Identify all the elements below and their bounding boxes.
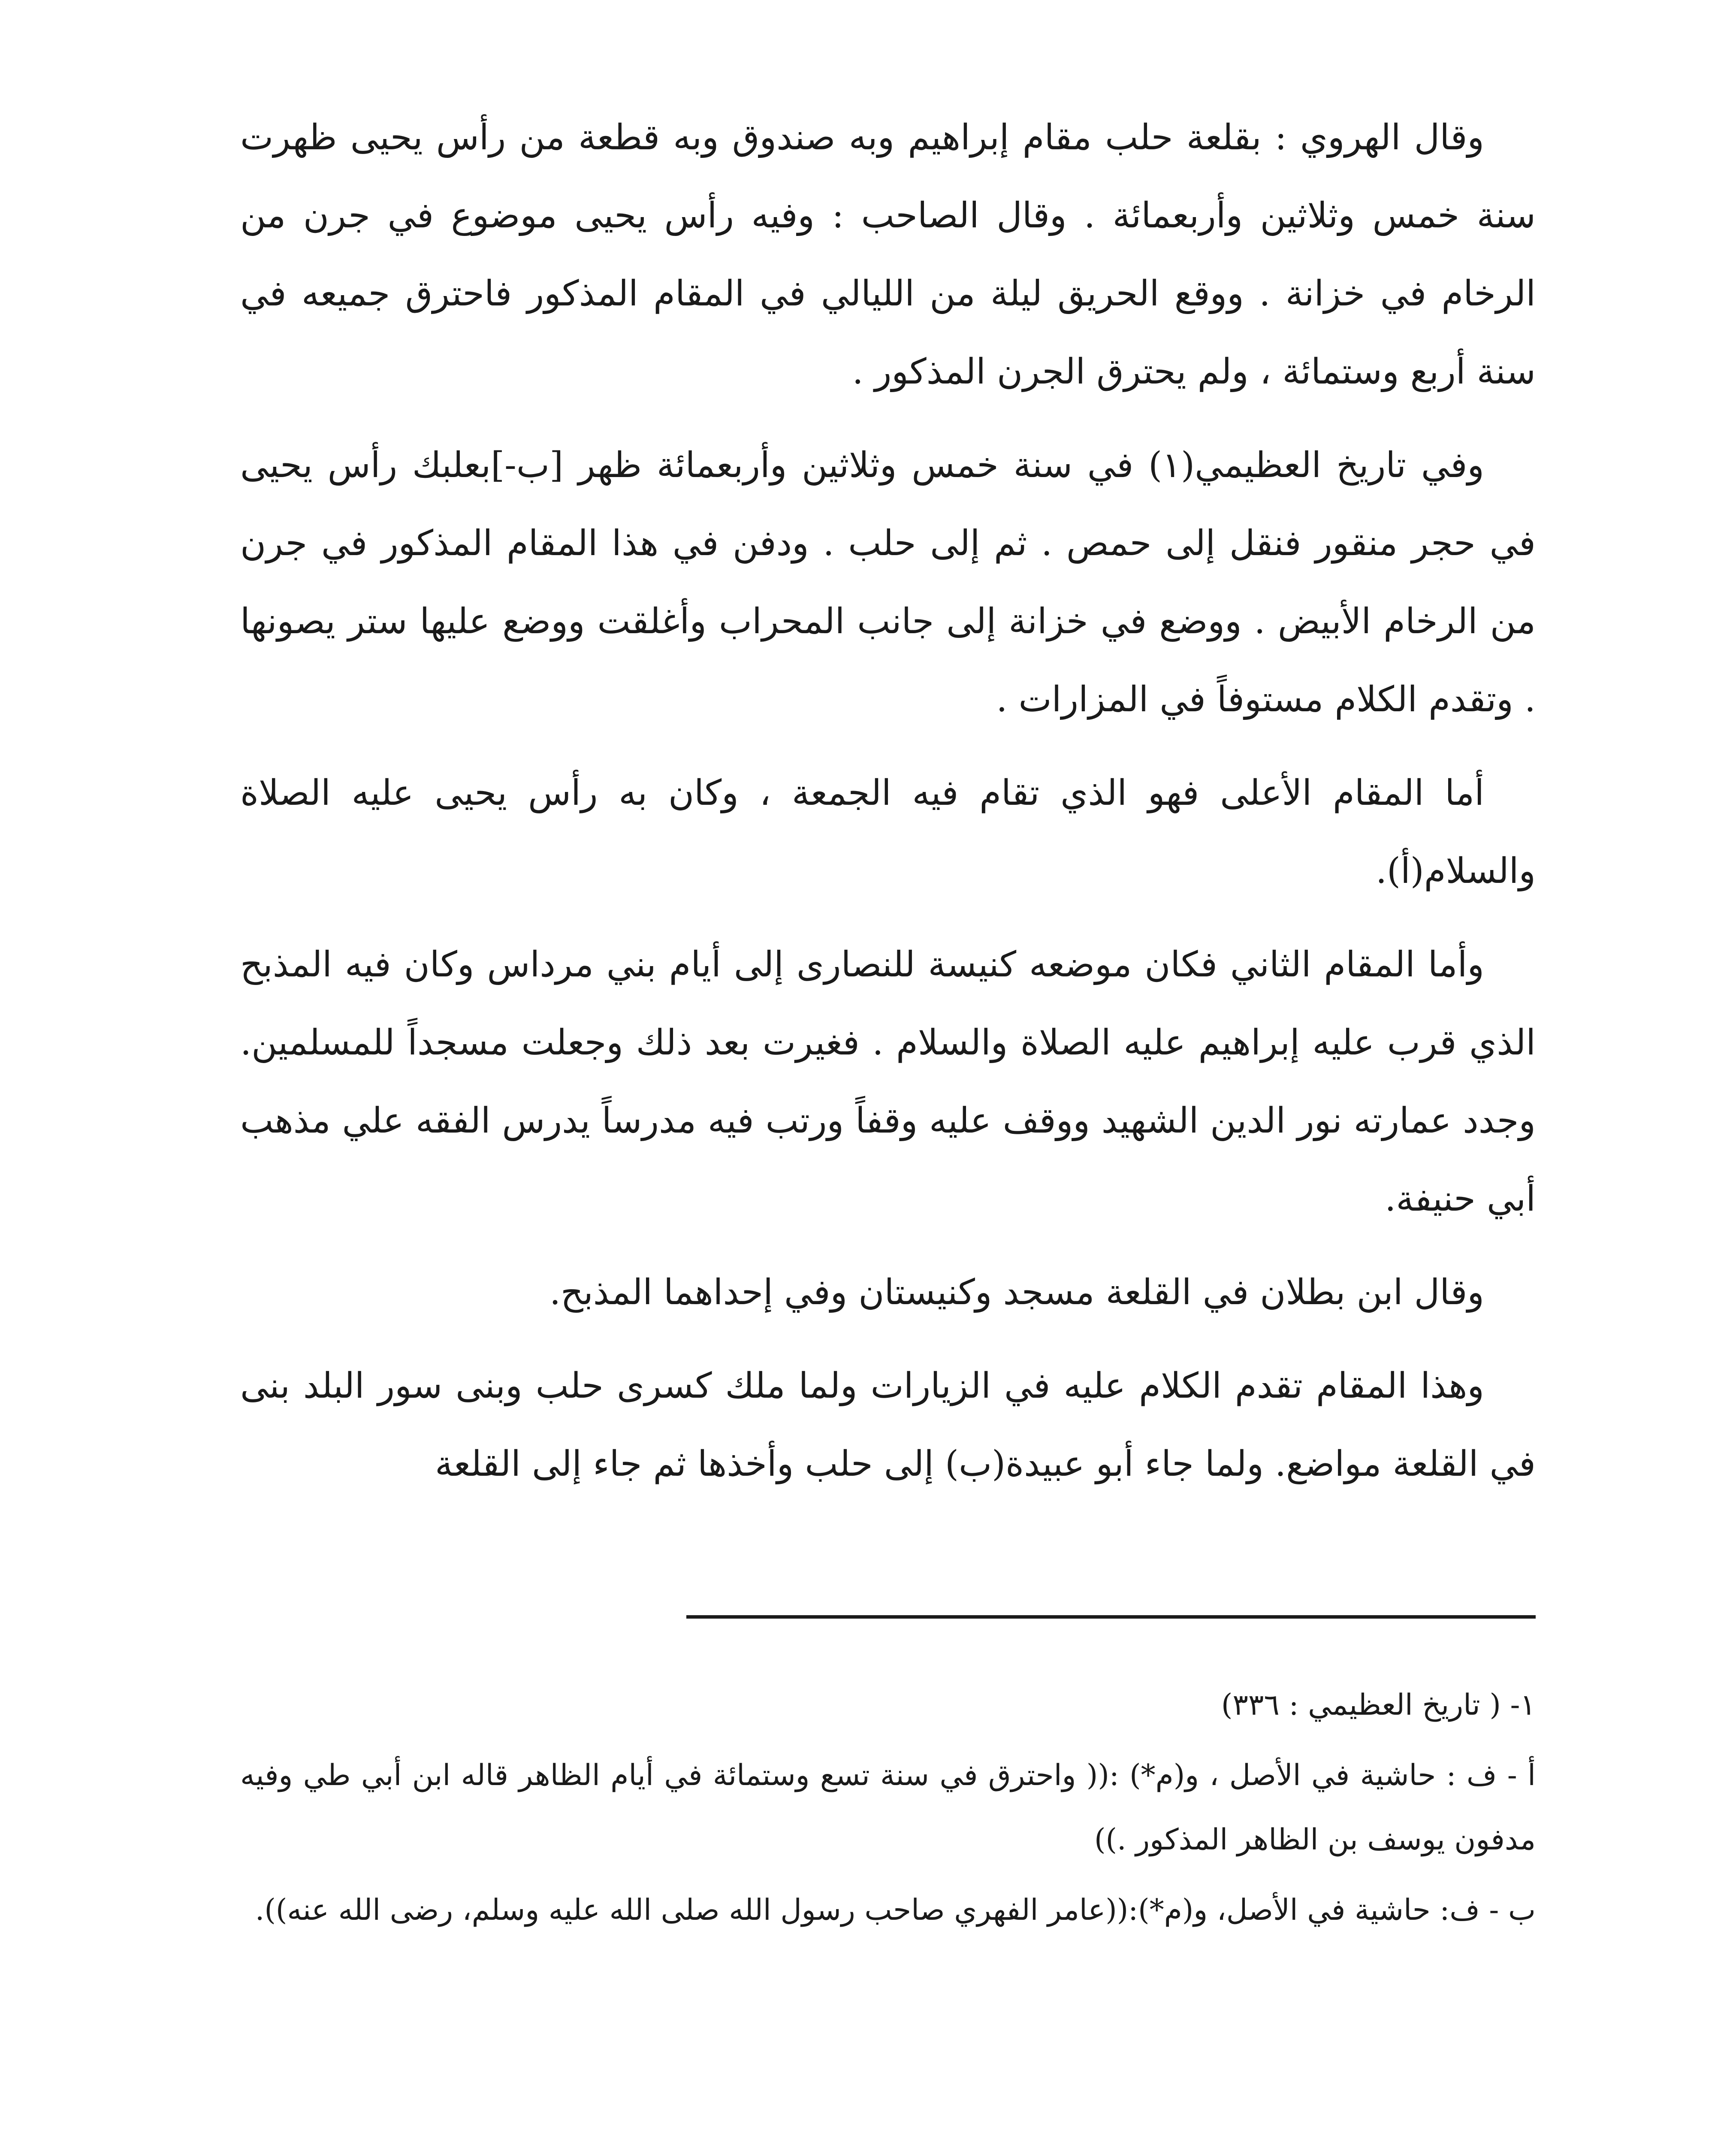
paragraph: وقال الهروي : بقلعة حلب مقام إبراهيم وبه صندوق وبه قطعة من رأس يحيى ظهرت سنة خمس وثلاثين وأربعمائة . وقال الصاحب : وفيه رأس يحيى موضوع في جرن من الرخام في خزانة . ووقع الحريق ليلة من الليالي في المقام المذكور فاحترق جميعه في سنة أربع وستمائة ، ولم يحترق الجرن المذكور . xyxy=(240,117,1536,392)
footnote: ب - ف: حاشية في الأصل، و(م*):((عامر الفهري صاحب رسول الله صلى الله عليه وسلم، رضى الله عنه)). xyxy=(255,1893,1536,1927)
paragraph: وفي تاريخ العظيمي(١) في سنة خمس وثلاثين وأربعمائة ظهر [ب-]بعلبك رأس يحيى في حجر منقور فنقل إلى حمص . ثم إلى حلب . ودفن في هذا المقام المذكور في جرن من الرخام الأبيض . ووضع في خزانة إلى جانب المحراب وأغلقت ووضع عليها ستر يصونها . وتقدم الكلام مستوفاً في المزارات . xyxy=(240,445,1536,720)
footnote: ١- ( تاريخ العظيمي : ٣٣٦) xyxy=(1221,1688,1536,1722)
paragraph: وهذا المقام تقدم الكلام عليه في الزيارات ولما ملك كسرى حلب وبنى سور البلد بنى في القلعة مواضع. ولما جاء أبو عبيدة(ب) إلى حلب وأخذها ثم جاء إلى القلعة xyxy=(240,1366,1536,1484)
footnote: أ - ف : حاشية في الأصل ، و(م*) :(( واحترق في سنة تسع وستمائة في أيام الظاهر قاله ابن أبي طي وفيه مدفون يوسف بن الظاهر المذكور .)) xyxy=(240,1758,1536,1857)
paragraph: أما المقام الأعلى فهو الذي تقام فيه الجمعة ، وكان به رأس يحيى عليه الصلاة والسلام(أ). xyxy=(240,773,1536,891)
footnote-divider xyxy=(686,1615,1536,1619)
main-text xyxy=(240,99,1536,1519)
paragraph: وأما المقام الثاني فكان موضعه كنيسة للنصارى إلى أيام بني مرداس وكان فيه المذبح الذي قرب عليه إبراهيم عليه الصلاة والسلام . فغيرت بعد ذلك وجعلت مسجداً للمسلمين. وجدد عمارته نور الدين الشهيد ووقف عليه وقفاً ورتب فيه مدرساً يدرس الفقه علي مذهب أبي حنيفة. xyxy=(240,944,1536,1219)
paragraph: وقال ابن بطلان في القلعة مسجد وكنيستان وفي إحداهما المذبح. xyxy=(549,1272,1484,1313)
footnotes xyxy=(240,1673,1536,1949)
